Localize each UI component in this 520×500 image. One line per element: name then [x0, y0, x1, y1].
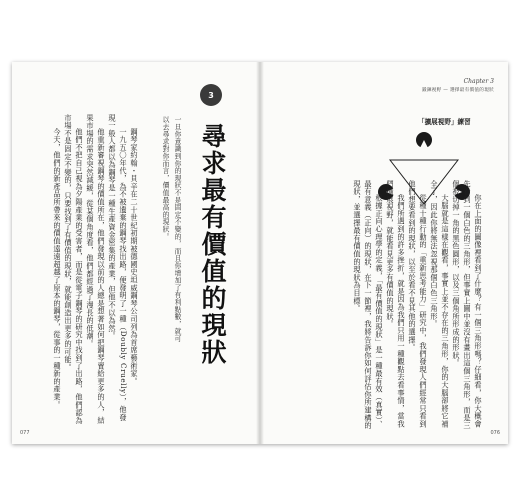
right-page: [260, 62, 508, 444]
page-subtitle: 一旦你意識到你的現狀不是固定不變的，而且你增加了有利點數，就可以去尋求對你而言，價值最高的現狀。: [161, 116, 181, 343]
page-number: 077: [20, 430, 30, 436]
exercise-title: 「擴展視野」練習: [418, 118, 471, 126]
page-number: 076: [490, 430, 500, 436]
paragraph: 根據正向心理學的定義，「最有價值的現狀」是一種最有效（真實）、最有意義（正向）的現狀，在下一節裡，我將告訴你如何評估你所建構的現狀，並選擇最有價值的現狀為目標。: [353, 180, 384, 430]
chapter-header: 鍛鍊視野 — 選擇最有價值的現狀: [421, 88, 494, 93]
paragraph: 從種十種行動的「重新思考能力」研究中，我們發現人們經常只看到他們想要看到的現狀，以至於看不見其他的選擇。: [408, 180, 428, 429]
left-body-text: [20, 114, 140, 426]
right-body-text: [353, 180, 484, 430]
paragraph: 大腦就是這樣在觀看，事實上並不存在的三角形，你的大腦卻將它補全了，因此你將無法忽視那個白色三角形。: [430, 180, 450, 429]
chapter-badge: 3: [200, 84, 222, 106]
page-title: 尋求最有價值的現狀: [198, 122, 227, 366]
paragraph: 鋼琴家約翰・貝辛在二十世紀初期被德國史坦威鋼琴公司列為首席藝術家。: [130, 128, 139, 386]
paragraph: 一九五〇年代，為不被遺棄的鋼琴找出路，便發明了一種（Doubly Cruelly），他發現一般人都以為鋼琴是一種生產資金密集的產業，但他不以為然。: [108, 114, 128, 422]
paragraph: 他們不把自己視為夕陽產業的受害者，而是從電子鋼琴的研究中找到了出路，他們認為市場不是固定不變的，只要找到了有價值的現狀，就能創造出更多的可能。: [64, 114, 84, 425]
paragraph: 你在上面的圖像裡看到了什麼？有一個三角形嗎？仔細看，你大概會先看到一個白色的三角形，但事實上圖中並沒有畫出這個三角形，而是三個被切掉一角的黑色圓形，以及三個角所形成的形狀。: [452, 180, 483, 430]
paragraph: 今天，他們的新產品所帶來的價值遠遠超越了原本的鋼琴，從事的一種新的產業。: [53, 128, 62, 410]
paragraph: 他重新審視鋼琴的價值所在，他們發現以前的人總是想著如何把鋼琴賣給更多的人，結果市場的需求突然減緩，從某個角度看，他們都經過了漫長的低潮。: [86, 114, 106, 425]
paragraph: 我們所遇到的許多挫折，就是因為我們只用一種觀點去看事情，當我們擴展視野，就能看見更多有價值的現狀。: [386, 180, 406, 429]
book-spread: [12, 62, 508, 444]
chapter-label: Chapter 3: [463, 78, 494, 85]
left-page: [12, 62, 260, 444]
